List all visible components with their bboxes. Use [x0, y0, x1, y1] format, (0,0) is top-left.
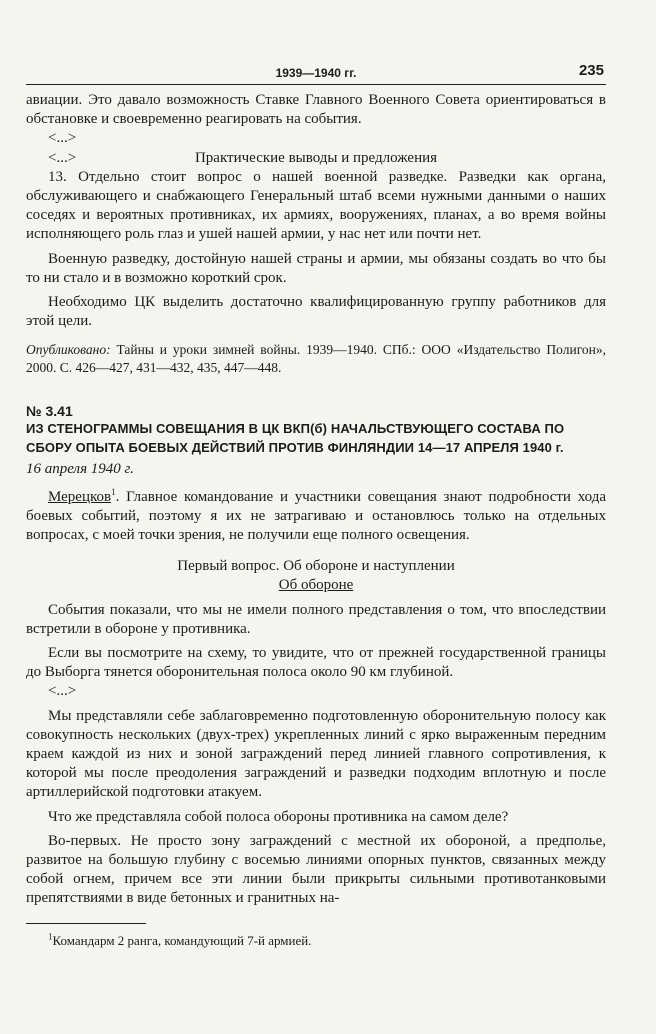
- section-heading: Первый вопрос. Об обороне и наступлении: [177, 558, 455, 575]
- footnote-reference: 1: [111, 486, 116, 497]
- section-heading-row: [26, 149, 606, 168]
- footnote-divider: [26, 923, 146, 924]
- ellipsis: <...>: [48, 130, 77, 147]
- running-header-title: 1939—1940 гг.: [275, 66, 357, 80]
- speaker-text: . Главное командование и участники совещания знают подробности хода боевых событий, поэтому я их не затрагиваю и остановлюсь только на отдельных вопросах, с моей точки зрения, не получили еще полного освещения.: [26, 488, 606, 544]
- paragraph: 13. Отдельно стоит вопрос о нашей военной разведке. Разведки как органа, обслуживающего и снабжающего Генеральный штаб всеми нужными данными о наших соседях и вероятных противниках, их армиях, вооружениях, планах, а во время войны исполняющего роль глаз и ушей нашей армии, у нас нет или почти нет.: [26, 168, 606, 243]
- paragraph: События показали, что мы не имели полного представления о том, что впоследствии встретили в обороне у противника.: [26, 601, 606, 637]
- paragraph: Военную разведку, достойную нашей страны и армии, мы обязаны создать во что бы то ни стало и в возможно короткий срок.: [26, 250, 606, 286]
- speaker-name: Мерецков: [48, 488, 112, 505]
- paragraph: авиации. Это давало возможность Ставке Главного Военного Совета ориентироваться в обстановке и своевременно реагировать на события.: [26, 92, 606, 128]
- speaker-paragraph: [26, 488, 606, 546]
- document-page: [26, 58, 606, 949]
- ellipsis: <...>: [48, 683, 77, 700]
- running-header: [26, 58, 606, 85]
- paragraph: Если вы посмотрите на схему, то увидите, что от прежней государственной границы до Выборга тянется оборонительная полоса около 90 км глубиной.: [26, 645, 606, 681]
- footnote: [26, 932, 606, 949]
- section-heading: Практические выводы и предложения: [194, 149, 438, 166]
- publication-note: [26, 341, 606, 376]
- publication-source: Тайны и уроки зимней войны. 1939—1940. СПб.: ООО «Издательство Полигон», 2000. С. 426—427, 431—432, 435, 447—448.: [26, 342, 606, 375]
- footnote-mark: 1: [48, 931, 53, 942]
- paragraph: Во-первых. Не просто зону заграждений с местной их обороной, а предполье, развитое на большую глубину с восемью линиями опорных пунктов, связанных между собой огнем, причем все эти линии были прикрыты сильными противотанковыми препятствиями в виде бетонных и гранитных на-: [26, 832, 606, 907]
- ellipsis: <...>: [48, 149, 77, 166]
- document-number: № 3.41: [26, 403, 73, 420]
- paragraph: Мы представляли себе заблаговременно подготовленную оборонительную полосу как совокупность нескольких (двух-трех) укрепленных линий с ярко выраженным передним краем каждой из них и зоной заграждений перед линией главного сопротивления, к которой мы после преодоления заграждений и разведки подходим вплотную и после артиллерийской подготовки атакуем.: [26, 707, 606, 801]
- page-number: 235: [578, 62, 604, 79]
- paragraph: Необходимо ЦК выделить достаточно квалифицированную группу работников для этой цели.: [26, 294, 606, 330]
- footnote-text: Командарм 2 ранга, командующий 7-й армией.: [52, 932, 312, 948]
- subsection-heading: Об обороне: [278, 577, 354, 594]
- subsection-heading-wrap: [26, 576, 606, 595]
- paragraph: Что же представляла собой полоса обороны противника на самом деле?: [48, 808, 509, 825]
- document-date: 16 апреля 1940 г.: [26, 461, 134, 478]
- document-title: ИЗ СТЕНОГРАММЫ СОВЕЩАНИЯ В ЦК ВКП(б) НАЧАЛЬСТВУЮЩЕГО СОСТАВА ПО СБОРУ ОПЫТА БОЕВЫХ ДЕЙСТВИЙ ПРОТИВ ФИНЛЯНДИИ 14—17 АПРЕЛЯ 1940 г.: [26, 421, 565, 455]
- publication-label: Опубликовано:: [26, 342, 111, 358]
